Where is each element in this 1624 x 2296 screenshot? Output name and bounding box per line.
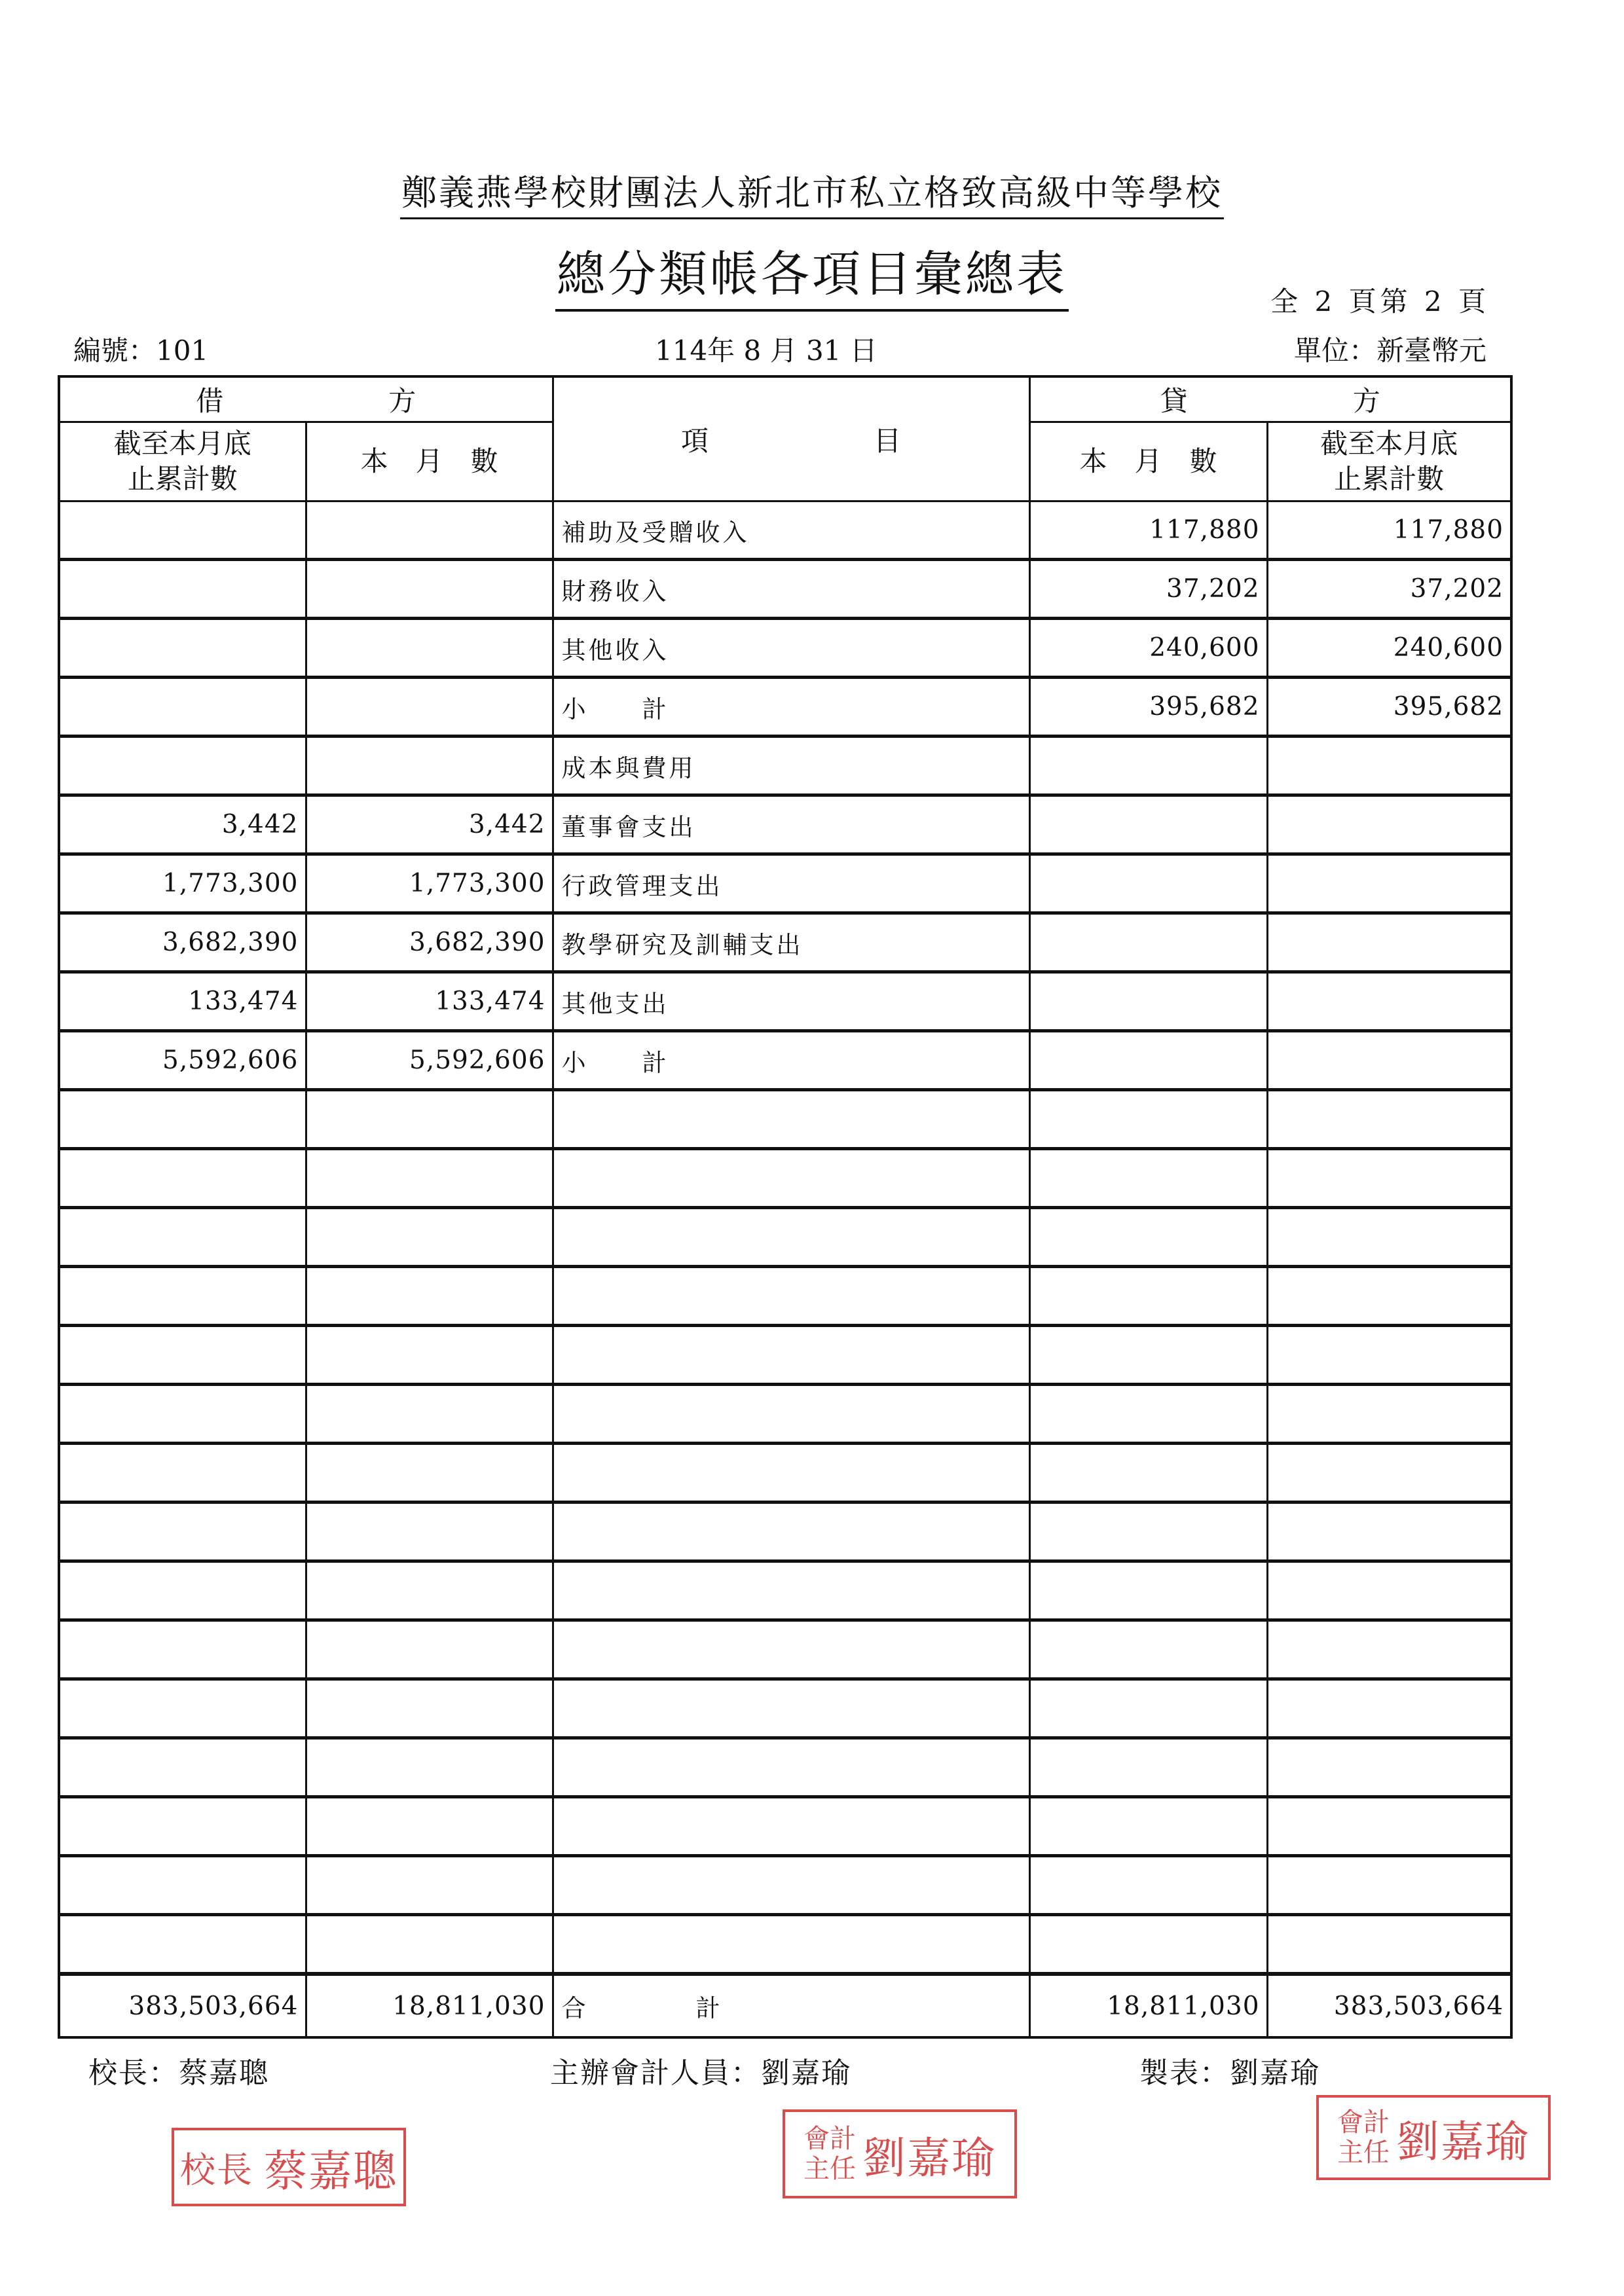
item-cell: [553, 1797, 1029, 1856]
table-row: [59, 560, 1511, 619]
table-row: [59, 913, 1511, 972]
credit-cumulative-cell: [1267, 795, 1511, 854]
debit-cumulative-cell: [59, 1561, 306, 1620]
debit-month-cell: 133,474: [306, 972, 553, 1031]
credit-cumulative-header: 截至本月底 止累計數: [1267, 422, 1511, 501]
table-row: [59, 854, 1511, 913]
item-cell: 財務收入: [553, 560, 1029, 619]
debit-cumulative-header: 截至本月底 止累計數: [59, 422, 306, 501]
total-debit-month: 18,811,030: [306, 1974, 553, 2037]
credit-header: 貸 方: [1029, 376, 1511, 422]
debit-cumulative-cell: [59, 1385, 306, 1444]
item-cell: [553, 1620, 1029, 1679]
debit-cumulative-cell: [59, 1090, 306, 1149]
table-row: [59, 1915, 1511, 1975]
principal-signature: 校長：蔡嘉聰: [88, 2056, 269, 2090]
credit-month-cell: [1029, 1149, 1267, 1208]
credit-cumulative-cell: [1267, 1149, 1511, 1208]
debit-cumulative-cell: 3,442: [59, 795, 306, 854]
table-row: [59, 1385, 1511, 1444]
total-label: 合 計: [553, 1974, 1029, 2037]
item-cell: 小 計: [553, 678, 1029, 737]
preparer-stamp: 會計 主任 劉嘉瑜: [1316, 2095, 1551, 2180]
credit-cumulative-cell: [1267, 1856, 1511, 1915]
credit-cumulative-cell: 395,682: [1267, 678, 1511, 737]
item-cell: [553, 1679, 1029, 1738]
credit-cumulative-cell: [1267, 1326, 1511, 1385]
credit-month-cell: [1029, 1679, 1267, 1738]
document-title: 總分類帳各項目彙總表: [0, 236, 1624, 305]
debit-cumulative-cell: [59, 1267, 306, 1326]
table-row: [59, 1620, 1511, 1679]
debit-cumulative-cell: [59, 1738, 306, 1797]
debit-month-cell: [306, 1444, 553, 1503]
item-cell: 其他收入: [553, 619, 1029, 678]
debit-month-cell: [306, 560, 553, 619]
table-row: [59, 1797, 1511, 1856]
item-cell: [553, 1738, 1029, 1797]
accountant-signature: 主辦會計人員：劉嘉瑜: [550, 2056, 851, 2090]
credit-month-cell: [1029, 795, 1267, 854]
debit-month-cell: [306, 737, 553, 795]
total-debit-cumulative: 383,503,664: [59, 1974, 306, 2037]
item-cell: [553, 1149, 1029, 1208]
credit-month-cell: [1029, 1267, 1267, 1326]
credit-cumulative-cell: 240,600: [1267, 619, 1511, 678]
table-row: [59, 501, 1511, 560]
credit-cumulative-cell: [1267, 1738, 1511, 1797]
credit-cumulative-cell: [1267, 1267, 1511, 1326]
debit-cumulative-cell: [59, 1326, 306, 1385]
report-date: 114年 8 月 31 日: [655, 335, 877, 367]
debit-month-header: 本 月 數: [306, 422, 553, 501]
table-row: [59, 1444, 1511, 1503]
credit-cumulative-cell: [1267, 1444, 1511, 1503]
debit-cumulative-cell: 5,592,606: [59, 1031, 306, 1090]
debit-cumulative-cell: [59, 619, 306, 678]
table-row: [59, 678, 1511, 737]
debit-cumulative-cell: [59, 737, 306, 795]
debit-month-cell: [306, 1679, 553, 1738]
credit-month-cell: [1029, 913, 1267, 972]
table-row: [59, 1503, 1511, 1561]
debit-cumulative-cell: 3,682,390: [59, 913, 306, 972]
credit-month-cell: [1029, 1090, 1267, 1149]
item-cell: 小 計: [553, 1031, 1029, 1090]
ledger-table: [58, 375, 1513, 2039]
credit-cumulative-cell: [1267, 1561, 1511, 1620]
credit-month-cell: [1029, 1031, 1267, 1090]
credit-month-cell: [1029, 1385, 1267, 1444]
total-credit-cumulative: 383,503,664: [1267, 1974, 1511, 2037]
debit-cumulative-cell: [59, 678, 306, 737]
credit-month-cell: [1029, 1561, 1267, 1620]
debit-cumulative-cell: [59, 1797, 306, 1856]
organization-title: 鄭義燕學校財團法人新北市私立格致高級中等學校: [0, 165, 1624, 215]
item-cell: [553, 1561, 1029, 1620]
table-row: [59, 1090, 1511, 1149]
total-credit-month: 18,811,030: [1029, 1974, 1267, 2037]
accounting-stamp: 會計 主任 劉嘉瑜: [783, 2109, 1017, 2198]
credit-cumulative-cell: 117,880: [1267, 501, 1511, 560]
serial-number: 編號：101: [73, 335, 209, 367]
debit-month-cell: [306, 501, 553, 560]
debit-cumulative-cell: [59, 501, 306, 560]
credit-cumulative-cell: [1267, 1679, 1511, 1738]
debit-month-cell: [306, 1856, 553, 1915]
debit-month-cell: 3,682,390: [306, 913, 553, 972]
credit-cumulative-cell: 37,202: [1267, 560, 1511, 619]
debit-month-cell: 5,592,606: [306, 1031, 553, 1090]
debit-cumulative-cell: [59, 1208, 306, 1267]
credit-month-cell: [1029, 1915, 1267, 1975]
credit-cumulative-cell: [1267, 854, 1511, 913]
debit-month-cell: [306, 1149, 553, 1208]
debit-month-cell: [306, 1267, 553, 1326]
table-row: [59, 1267, 1511, 1326]
table-row: [59, 1326, 1511, 1385]
debit-month-cell: [306, 1385, 553, 1444]
credit-month-cell: [1029, 737, 1267, 795]
table-row: [59, 1856, 1511, 1915]
credit-cumulative-cell: [1267, 1385, 1511, 1444]
debit-cumulative-cell: [59, 1679, 306, 1738]
credit-month-cell: 240,600: [1029, 619, 1267, 678]
item-cell: 成本與費用: [553, 737, 1029, 795]
page-info: 全 2 頁第 2 頁: [1270, 285, 1490, 318]
table-row: [59, 619, 1511, 678]
debit-cumulative-cell: 1,773,300: [59, 854, 306, 913]
table-row: [59, 1208, 1511, 1267]
principal-stamp: 校長 蔡嘉聰: [172, 2128, 406, 2206]
debit-cumulative-cell: [59, 1503, 306, 1561]
item-cell: [553, 1444, 1029, 1503]
credit-month-cell: 37,202: [1029, 560, 1267, 619]
credit-month-cell: 117,880: [1029, 501, 1267, 560]
credit-month-cell: [1029, 1797, 1267, 1856]
table-row: [59, 1679, 1511, 1738]
item-cell: [553, 1326, 1029, 1385]
debit-cumulative-cell: [59, 1915, 306, 1975]
table-row: [59, 972, 1511, 1031]
item-cell: 行政管理支出: [553, 854, 1029, 913]
debit-cumulative-cell: 133,474: [59, 972, 306, 1031]
item-cell: [553, 1385, 1029, 1444]
debit-cumulative-cell: [59, 1856, 306, 1915]
debit-cumulative-cell: [59, 1444, 306, 1503]
debit-header: 借 方: [59, 376, 553, 422]
credit-cumulative-cell: [1267, 1620, 1511, 1679]
debit-cumulative-cell: [59, 560, 306, 619]
debit-month-cell: [306, 1915, 553, 1975]
item-cell: 其他支出: [553, 972, 1029, 1031]
credit-month-cell: [1029, 1503, 1267, 1561]
debit-month-cell: [306, 1738, 553, 1797]
debit-month-cell: [306, 1620, 553, 1679]
item-cell: [553, 1208, 1029, 1267]
credit-cumulative-cell: [1267, 913, 1511, 972]
debit-month-cell: 1,773,300: [306, 854, 553, 913]
credit-month-cell: [1029, 1326, 1267, 1385]
item-cell: [553, 1915, 1029, 1975]
item-cell: 董事會支出: [553, 795, 1029, 854]
credit-cumulative-cell: [1267, 1797, 1511, 1856]
credit-month-cell: [1029, 854, 1267, 913]
credit-month-cell: [1029, 1738, 1267, 1797]
ledger-body: [59, 501, 1511, 1975]
total-row: [59, 1974, 1511, 2037]
currency-unit: 單位：新臺幣元: [1293, 335, 1486, 367]
credit-cumulative-cell: [1267, 1031, 1511, 1090]
item-cell: 教學研究及訓輔支出: [553, 913, 1029, 972]
credit-cumulative-cell: [1267, 1208, 1511, 1267]
debit-month-cell: 3,442: [306, 795, 553, 854]
debit-month-cell: [306, 1797, 553, 1856]
credit-month-cell: [1029, 1444, 1267, 1503]
item-cell: [553, 1090, 1029, 1149]
credit-cumulative-cell: [1267, 1503, 1511, 1561]
credit-month-header: 本 月 數: [1029, 422, 1267, 501]
credit-month-cell: [1029, 1620, 1267, 1679]
debit-month-cell: [306, 1561, 553, 1620]
table-row: [59, 1738, 1511, 1797]
credit-cumulative-cell: [1267, 737, 1511, 795]
credit-month-cell: [1029, 1208, 1267, 1267]
debit-month-cell: [306, 1208, 553, 1267]
table-row: [59, 1031, 1511, 1090]
credit-month-cell: [1029, 1856, 1267, 1915]
credit-cumulative-cell: [1267, 972, 1511, 1031]
credit-month-cell: [1029, 972, 1267, 1031]
debit-cumulative-cell: [59, 1620, 306, 1679]
table-row: [59, 737, 1511, 795]
debit-month-cell: [306, 1503, 553, 1561]
table-row: [59, 795, 1511, 854]
debit-month-cell: [306, 678, 553, 737]
credit-month-cell: 395,682: [1029, 678, 1267, 737]
debit-month-cell: [306, 1090, 553, 1149]
item-cell: [553, 1856, 1029, 1915]
item-header: 項 目: [553, 376, 1029, 501]
table-row: [59, 1149, 1511, 1208]
debit-month-cell: [306, 619, 553, 678]
item-cell: [553, 1503, 1029, 1561]
preparer-signature: 製表：劉嘉瑜: [1139, 2056, 1320, 2090]
table-row: [59, 1561, 1511, 1620]
debit-month-cell: [306, 1326, 553, 1385]
credit-cumulative-cell: [1267, 1090, 1511, 1149]
credit-cumulative-cell: [1267, 1915, 1511, 1975]
item-cell: 補助及受贈收入: [553, 501, 1029, 560]
item-cell: [553, 1267, 1029, 1326]
debit-cumulative-cell: [59, 1149, 306, 1208]
